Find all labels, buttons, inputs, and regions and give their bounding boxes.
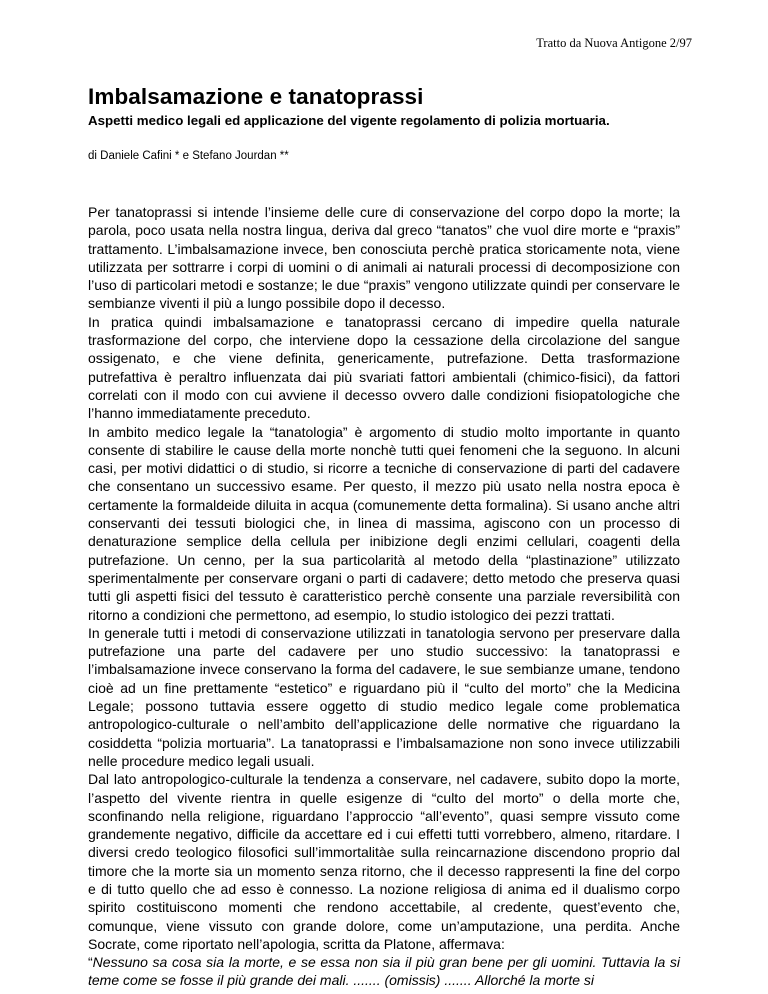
body-paragraph: In ambito medico legale la “tanatologia” è argomento di studio molto importante in quanto consente di stabilire le cause della morte nonchè tutti quei fenomeni che la seguono. In alcuni casi, per motivi didattici o di studio, si ricorre a tecniche di conservazione di parti del cadavere che consentano un successivo esame. Per questo, il mezzo più usato nella nostra epoca è certamente la formaldeide diluita in acqua (comunemente detta formalina). Si usano anche altri conservanti dei tessuti biologici che, in linea di massima, agiscono con un processo di denaturazione semplice della cellula per inibizione degli enzimi cellulari, coagenti della putrefazione. Un cenno, per la sua particolarità al metodo della “plastinazione” utilizzato sperimentalmente per conservare organi o parti di cadavere; detto metodo che preserva quasi tutti gli aspetti fisici del tessuto è caratteristico perchè consente una parziale reversibilità con ritorno a condizioni che permettono, ad esempio, lo studio istologico dei pezzi trattati. bbox=[88, 423, 680, 623]
quote-paragraph bbox=[88, 953, 680, 990]
article-authors: di Daniele Cafini * e Stefano Jourdan ** bbox=[88, 150, 289, 162]
article-subtitle: Aspetti medico legali ed applicazione del vigente regolamento di polizia mortuaria. bbox=[88, 113, 610, 128]
body-paragraph: Per tanatoprassi si intende l’insieme delle cure di conservazione del corpo dopo la morte; la parola, poco usata nella nostra lingua, deriva dal greco “tanatos” che vuol dire morte e “praxis” trattamento. L’imbalsamazione invece, ben conosciuta perchè pratica storicamente nota, viene utilizzata per sottrarre i corpi di uomini o di animali ai naturali processi di decomposizione con l’uso di particolari metodi e sostanze; le due “praxis” vengono utilizzate quindi per conservare le sembianze viventi il più a lungo possibile dopo il decesso. bbox=[88, 204, 680, 312]
socrates-quote: Nessuno sa cosa sia la morte, e se essa non sia il più gran bene per gli uomini. Tuttavia la si teme come se fosse il più grande dei mali. ....... (omissis) ....... Allorché la morte si bbox=[88, 954, 680, 989]
body-paragraph: In generale tutti i metodi di conservazione utilizzati in tanatologia servono per preservare dalla putrefazione una parte del cadavere per uno studio successivo: la tanatoprassi e l’imbalsamazione invece conservano la forma del cadavere, le sue sembianze umane, tendono cioè ad un fine prettamente “estetico” e riguardano più il “culto del morto” che la Medicina Legale; possono tuttavia essere oggetto di studio medico legale come problematica antropologico-culturale o nell’ambito dell’applicazione delle normative che riguardano la cosiddetta “polizia mortuaria”. La tanatoprassi e l’imbalsamazione non sono invece utilizzabili nelle procedure medico legali usuali. bbox=[88, 624, 680, 769]
quote-open-mark: “ bbox=[88, 954, 93, 971]
source-note: Tratto da Nuova Antigone 2/97 bbox=[536, 36, 692, 50]
article-title: Imbalsamazione e tanatoprassi bbox=[88, 84, 424, 109]
body-paragraph: Dal lato antropologico-culturale la tendenza a conservare, nel cadavere, subito dopo la morte, l’aspetto del vivente rientra in quelle esigenze di “culto del morto” o della morte che, sconfinando nella religione, riguardano l’approccio “all’evento”, quasi sempre vissuto come grandemente negativo, difficile da accettare ed i cui effetti tutti vorrebbero, almeno, ritardare. I diversi credo teologico filosofici sull’immortalitàe sulla reincarnazione discendono proprio dal timore che la morte sia un momento senza ritorno, che il decesso rappresenti la fine del corpo e di tutto quello che ad esso è connesso. La nozione religiosa di anima ed il dualismo corpo spirito costituiscono momenti che rendono accettabile, al credente, quest’evento che, comunque, viene vissuto con grande dolore, come un’amputazione, una perdita. Anche Socrate, come riportato nell’apologia, scritta da Platone, affermava: bbox=[88, 771, 680, 952]
article-body bbox=[88, 203, 680, 990]
body-paragraph: In pratica quindi imbalsamazione e tanatoprassi cercano di impedire quella naturale trasformazione del corpo, che interviene dopo la cessazione della circolazione del sangue ossigenato, e che viene definita, genericamente, putrefazione. Detta trasformazione putrefattiva è peraltro influenzata dai più svariati fattori ambientali (chimico-fisici), da fattori correlati con il modo con cui avviene il decesso ovvero dalle condizioni fisiopatologiche che l’hanno immediatamente preceduto. bbox=[88, 313, 680, 422]
